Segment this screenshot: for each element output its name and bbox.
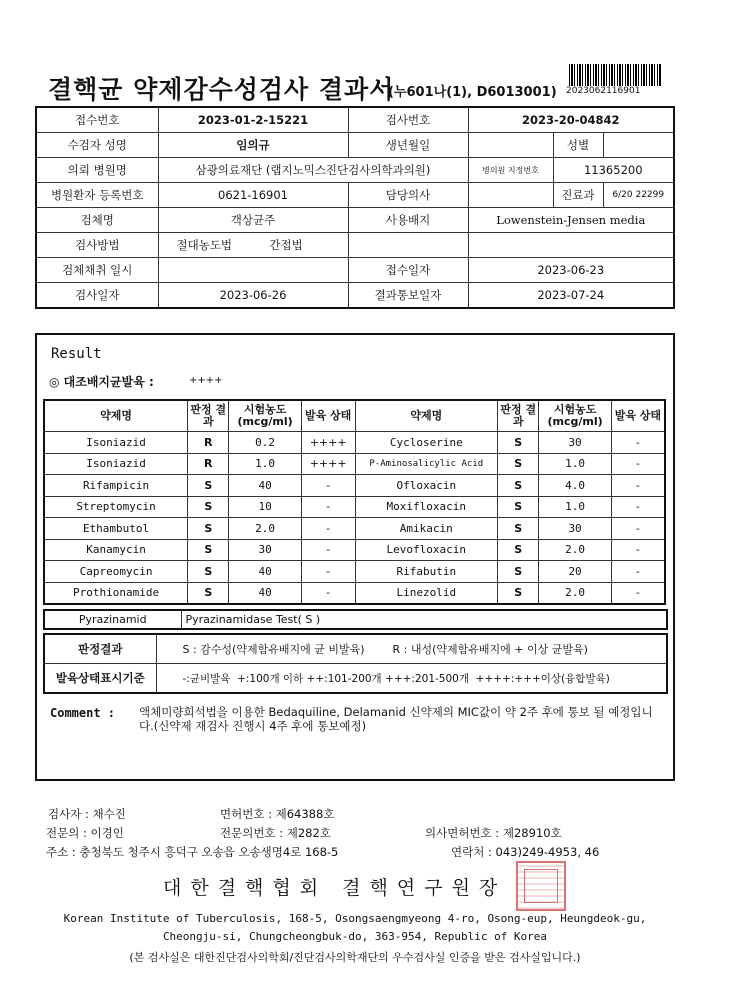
drug-name-2: Levofloxacin [355,539,498,561]
patient-info-table [35,106,675,309]
growth-status-2: - [611,561,665,583]
header-conc-2: 시험농도 (mcg/ml) [539,400,611,432]
growth-status: - [301,496,355,518]
test-conc-2: 30 [539,518,611,540]
judge-result: R [188,453,229,475]
judge-result-2: S [498,432,539,454]
tester-license: 면허번호 : 제64388호 [220,807,335,821]
growth-status: - [301,475,355,497]
growth-status-2: - [611,518,665,540]
info-row-hospital [36,158,674,183]
info-row-method [36,233,674,258]
drug-name-2: Ofloxacin [355,475,498,497]
official-seal [516,861,566,911]
comment-label: Comment : [50,706,116,720]
header-drug: 약제명 [44,400,188,432]
test-conc: 0.2 [229,432,301,454]
pza-value: Pyrazinamidase Test( S ) [181,610,667,629]
growth-status: - [301,539,355,561]
drug-name: Prothionamide [44,582,188,604]
contact: 연락처 : 043)249-4953, 46 [451,845,600,859]
pza-label: Pyrazinamid [44,610,181,629]
drug-name: Streptomycin [44,496,188,518]
growth-status-2: - [611,475,665,497]
judge-result: S [188,539,229,561]
tester: 검사자 : 채수진 [48,807,126,821]
receipt-no-label: 접수번호 [36,107,158,133]
document-code: (누601나(1), D6013001) [388,85,557,100]
method-empty [348,233,468,258]
test-conc-2: 1.0 [539,453,611,475]
judge-result-2: S [498,475,539,497]
info-row-specimen [36,208,674,233]
birth-label: 생년월일 [348,133,468,158]
sex-label: 성별 [553,133,603,158]
growth-status-2: - [611,453,665,475]
info-row-receipt [36,107,674,133]
pza-row [44,610,667,629]
drug-row [44,582,665,604]
header-status: 발육 상태 [301,400,355,432]
judge-result-2: S [498,539,539,561]
drug-row [44,539,665,561]
received-date: 2023-06-23 [468,258,674,283]
test-conc-2: 30 [539,432,611,454]
legend-judge-label: 판정결과 [44,634,156,664]
barcode-number: 2023062116901 [566,86,641,96]
specialist-no: 전문의번호 : 제282호 [220,826,331,840]
drug-name: Isoniazid [44,453,188,475]
drug-name: Ethambutol [44,518,188,540]
header-conc: 시험농도 (mcg/ml) [229,400,301,432]
growth-status: ++++ [301,432,355,454]
test-conc-2: 20 [539,561,611,583]
test-conc: 10 [229,496,301,518]
test-conc: 1.0 [229,453,301,475]
test-no: 2023-20-04842 [468,107,674,133]
test-conc: 40 [229,561,301,583]
info-row-hospital-patient [36,183,674,208]
drug-row [44,475,665,497]
judge-result: S [188,496,229,518]
medium: Lowenstein-Jensen media [468,208,674,233]
drug-name-2: Linezolid [355,582,498,604]
medium-label: 사용배지 [348,208,468,233]
doctor-license: 의사면허번호 : 제28910호 [425,826,562,840]
legend-table [43,633,668,694]
judge-result-2: S [498,453,539,475]
drug-table-header [44,400,665,432]
drug-row [44,561,665,583]
legend-growth-text: -:균비발육 +:100개 이하 ++:101-200개 +++:201-500개 ++++:+++이상(융합발육) [156,664,667,694]
document-title: 결핵균 약제감수성검사 결과서 [48,75,395,104]
report-date-label: 결과통보일자 [348,283,468,309]
test-conc-2: 2.0 [539,582,611,604]
certification-note: (본 검사실은 대한진단검사의학회/진단검사의학재단의 우수검사실 인증을 받은 검사실입니다.) [129,951,581,964]
drug-name-2: Amikacin [355,518,498,540]
hospital-pt-no: 0621-16901 [158,183,348,208]
address: 주소 : 충청북도 청주시 흥덕구 오송읍 오송생명4로 168-5 [46,845,339,859]
test-conc-2: 1.0 [539,496,611,518]
test-conc-2: 4.0 [539,475,611,497]
patient-name: 임의규 [158,133,348,158]
judge-result-2: S [498,582,539,604]
comment-text: 액체미량희석법을 이용한 Bedaquiline, Delamanid 신약제의 MIC값이 약 2주 후에 통보 될 예정입니다.(신약제 재검사 진행시 4주 후에 통보예정) [139,705,653,733]
drug-table [43,399,666,605]
sex [603,133,674,158]
method-2: 간접법 [269,238,303,252]
judge-result-2: S [498,561,539,583]
drug-row [44,496,665,518]
test-conc: 30 [229,539,301,561]
drug-row [44,453,665,475]
test-conc: 40 [229,475,301,497]
method [158,233,348,258]
drug-name: Capreomycin [44,561,188,583]
collect-date [158,258,348,283]
header-status-2: 발육 상태 [611,400,665,432]
legend-growth-row [44,664,667,694]
growth-status: - [301,518,355,540]
legend-growth-label: 발육상태표시기준 [44,664,156,694]
growth-status-2: - [611,432,665,454]
info-row-test-date [36,283,674,309]
dept-label: 진료과 [553,183,603,208]
drug-name-2: Cycloserine [355,432,498,454]
drug-name-2: P-Aminosalicylic Acid [355,453,498,475]
test-date: 2023-06-26 [158,283,348,309]
control-growth-value: ++++ [189,375,223,386]
specialist: 전문의 : 이경인 [46,826,124,840]
collect-date-label: 검체채취 일시 [36,258,158,283]
info-row-collect [36,258,674,283]
specimen-label: 검체명 [36,208,158,233]
institute-name: 대한결핵협회 결핵연구원장 [163,877,507,899]
birth [468,133,553,158]
judge-result: S [188,518,229,540]
hospital-code: 11365200 [553,158,674,183]
legend-judge-row [44,634,667,664]
drug-name-2: Rifabutin [355,561,498,583]
method-label: 검사방법 [36,233,158,258]
hospital-label: 의뢰 병원명 [36,158,158,183]
judge-result: S [188,582,229,604]
specimen: 객상균주 [158,208,348,233]
growth-status: - [301,561,355,583]
receipt-no: 2023-01-2-15221 [158,107,348,133]
growth-status: - [301,582,355,604]
drug-name: Rifampicin [44,475,188,497]
barcode [569,64,661,86]
received-date-label: 접수일자 [348,258,468,283]
method-empty-2 [468,233,674,258]
judge-result: R [188,432,229,454]
result-title: Result [51,346,102,362]
judge-result-2: S [498,496,539,518]
test-no-label: 검사번호 [348,107,468,133]
address-english-2: Cheongju-si, Chungcheongbuk-do, 363-954, Republic of Korea [162,930,548,943]
pyrazinamide-table [43,609,668,630]
drug-name: Kanamycin [44,539,188,561]
drug-row [44,518,665,540]
judge-result-2: S [498,518,539,540]
result-section [35,333,675,781]
growth-status: ++++ [301,453,355,475]
doctor [468,183,553,208]
judge-result: S [188,561,229,583]
drug-name: Isoniazid [44,432,188,454]
address-english-1: Korean Institute of Tuberculosis, 168-5, Osongsaengmyeong 4-ro, Osong-eup, Heungdeok-gu, [63,912,647,925]
test-conc: 2.0 [229,518,301,540]
drug-row [44,432,665,454]
drug-name-2: Moxifloxacin [355,496,498,518]
seal-inner [524,869,558,903]
patient-name-label: 수검자 성명 [36,133,158,158]
info-row-patient [36,133,674,158]
growth-status-2: - [611,539,665,561]
header-judge-2: 판정 결과 [498,400,539,432]
header-drug-2: 약제명 [355,400,498,432]
hospital-pt-no-label: 병원환자 등록번호 [36,183,158,208]
hospital-code-label: 병의원 지정번호 [468,158,553,183]
test-date-label: 검사일자 [36,283,158,309]
growth-status-2: - [611,582,665,604]
test-conc-2: 2.0 [539,539,611,561]
header-judge: 판정 결과 [188,400,229,432]
dept: 6/20 22299 [603,183,674,208]
legend-judge-text: S : 감수성(약제함유배지에 균 비발육) R : 내성(약제함유배지에 + 이상 균발육) [156,634,667,664]
control-growth-label: ◎ 대조배지균발육 : [49,375,154,389]
growth-status-2: - [611,496,665,518]
hospital: 삼광의료재단 (랩지노믹스진단검사의학과의원) [158,158,468,183]
method-1: 절대농도법 [176,238,233,252]
test-conc: 40 [229,582,301,604]
judge-result: S [188,475,229,497]
report-date: 2023-07-24 [468,283,674,309]
doctor-label: 담당의사 [348,183,468,208]
